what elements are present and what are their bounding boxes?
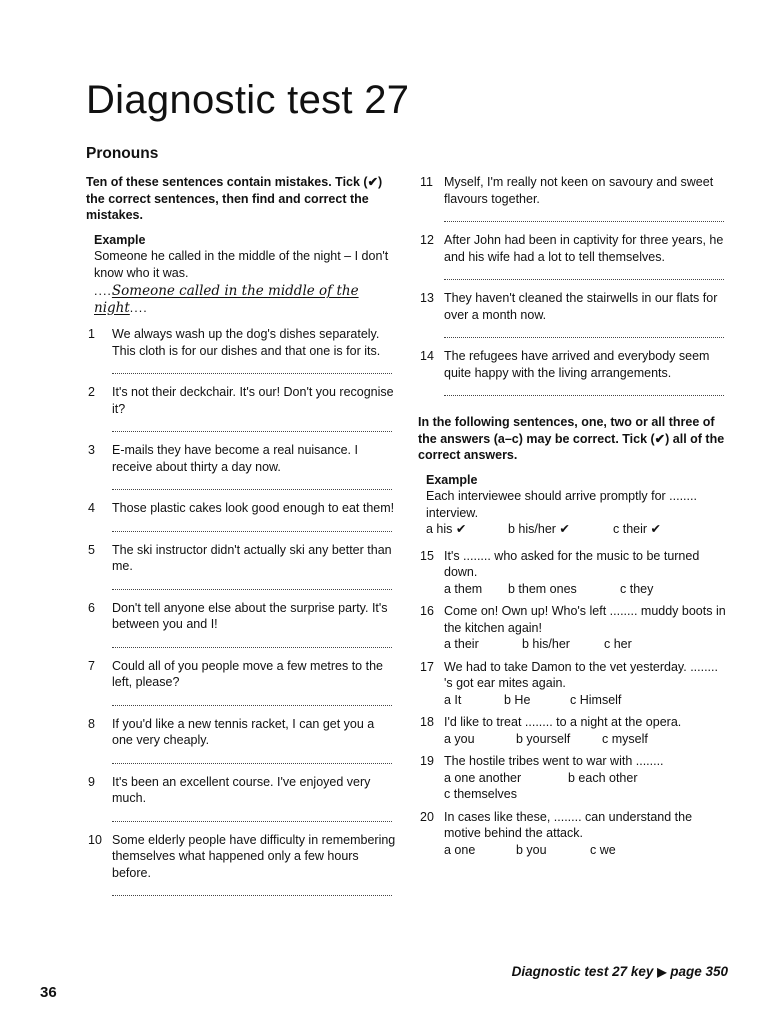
question-text: We had to take Damon to the vet yesterday. ........ 's got ear mites again.	[444, 659, 718, 690]
question-item	[86, 542, 396, 590]
example-text: Each interviewee should arrive promptly for ........ interview.	[426, 489, 697, 520]
question-item	[418, 290, 728, 338]
question-text: They haven't cleaned the stairwells in our flats for over a month now.	[444, 291, 718, 322]
question-number: 2	[88, 385, 95, 399]
option-b[interactable]: b each other	[568, 770, 638, 785]
arrow-right-icon: ▶	[657, 965, 667, 979]
question-number: 7	[88, 658, 95, 673]
part1-instruction: Ten of these sentences contain mistakes. Tick (✔) the correct sentences, then find and correct the mistakes.	[86, 175, 383, 222]
question-text: The refugees have arrived and everybody seem quite happy with the living arrangements.	[444, 349, 710, 380]
question-number: 15	[420, 548, 434, 563]
right-column	[418, 174, 728, 864]
question-text: The hostile tribes went to war with ........	[444, 754, 664, 768]
option-c[interactable]: c her	[604, 637, 632, 651]
answer-line[interactable]	[444, 209, 724, 222]
option-c[interactable]: c themselves	[444, 787, 517, 801]
question-number: 10	[88, 832, 102, 847]
answer-line[interactable]	[444, 325, 724, 338]
question-text: Those plastic cakes look good enough to eat them!	[112, 501, 395, 515]
question-item	[86, 442, 396, 490]
section-heading: Pronouns	[86, 145, 159, 162]
question-text: Don't tell anyone else about the surprise party. It's between you and I!	[112, 600, 388, 631]
question-item	[418, 174, 728, 222]
question-text: I'd like to treat ........ to a night at the opera.	[444, 715, 682, 729]
part2-instruction: In the following sentences, one, two or all three of the answers (a–c) may be correct. Tick (✔) all of the correct answers.	[418, 415, 725, 462]
example-label: Example	[94, 232, 146, 247]
question-item	[86, 774, 396, 822]
answer-key-reference	[512, 964, 728, 979]
answer-line[interactable]	[112, 361, 392, 374]
option-a[interactable]: a one another	[444, 770, 522, 785]
question-text: E-mails they have become a real nuisance. I receive about thirty a day now.	[112, 443, 358, 474]
question-item	[86, 500, 396, 532]
page-reference: page 350	[670, 964, 728, 979]
option-a[interactable]: a It	[444, 692, 462, 707]
question-text: Could all of you people move a few metres to the left, please?	[112, 658, 383, 689]
options-row	[444, 636, 728, 653]
question-item	[418, 659, 728, 709]
question-text: Come on! Own up! Who's left ........ muddy boots in the kitchen again!	[444, 604, 726, 635]
question-text: If you'd like a new tennis racket, I can get you a one very cheaply.	[112, 716, 375, 747]
example-label: Example	[426, 472, 478, 487]
option-b[interactable]: b He	[504, 692, 531, 707]
question-number: 12	[420, 233, 434, 247]
option: b his/her ✔	[508, 522, 570, 536]
question-item	[86, 600, 396, 648]
option-b[interactable]: b his/her	[522, 637, 570, 651]
question-text: The ski instructor didn't actually ski any better than me.	[112, 542, 392, 573]
example-answer-line: ....Someone called in the middle of the night....	[94, 283, 359, 316]
answer-line[interactable]	[112, 419, 392, 432]
answer-line[interactable]	[112, 883, 392, 896]
question-item	[86, 716, 396, 764]
question-text: Myself, I'm really not keen on savoury and sweet flavours together.	[444, 175, 714, 206]
question-item	[86, 658, 396, 706]
example-text: Someone he called in the middle of the night – I don't know who it was.	[94, 249, 389, 280]
question-text: In cases like these, ........ can understand the motive behind the attack.	[444, 809, 693, 840]
option-c[interactable]: c we	[590, 842, 616, 857]
example-options	[426, 521, 728, 538]
question-item	[86, 384, 396, 432]
key-text: Diagnostic test 27 key	[511, 964, 654, 979]
part1-example	[86, 232, 396, 317]
answer-line[interactable]	[112, 809, 392, 822]
question-number: 16	[420, 604, 434, 618]
answer-line[interactable]	[444, 383, 724, 396]
left-column	[86, 174, 396, 906]
answer-line[interactable]	[444, 267, 724, 280]
question-number: 1	[88, 327, 95, 341]
question-number: 9	[88, 774, 95, 789]
question-text: It's been an excellent course. I've enjoyed very much.	[112, 774, 371, 805]
options-row	[444, 842, 728, 859]
page-number: 36	[40, 984, 57, 1001]
option-b[interactable]: b you	[516, 842, 547, 857]
question-number: 20	[420, 809, 434, 824]
question-text: After John had been in captivity for three years, he and his wife had a lot to tell themselves.	[444, 233, 724, 264]
question-item	[418, 753, 728, 803]
question-item	[418, 603, 728, 653]
option-a[interactable]: a you	[444, 731, 475, 746]
question-number: 5	[88, 542, 95, 557]
option-c[interactable]: c myself	[602, 731, 648, 746]
question-number: 6	[88, 600, 95, 615]
question-item	[418, 809, 728, 859]
option-a[interactable]: a them	[444, 581, 483, 596]
options-row	[444, 786, 728, 803]
options-row	[444, 770, 728, 787]
page-title: Diagnostic test 27	[86, 78, 410, 122]
question-item	[86, 326, 396, 374]
options-row	[444, 581, 728, 598]
option: a his ✔	[426, 522, 467, 536]
option-a[interactable]: a their	[444, 637, 479, 651]
question-text: It's ........ who asked for the music to be turned down.	[444, 548, 700, 579]
answer-line[interactable]	[112, 519, 392, 532]
options-row	[444, 692, 728, 709]
question-number: 14	[420, 349, 434, 363]
question-number: 13	[420, 291, 434, 305]
question-text: It's not their deckchair. It's our! Don't you recognise it?	[112, 385, 394, 416]
question-text: We always wash up the dog's dishes separately. This cloth is for our dishes and that one is for its.	[112, 327, 381, 358]
option-b[interactable]: b yourself	[516, 731, 571, 746]
question-item	[418, 232, 728, 280]
answer-line[interactable]	[112, 635, 392, 648]
option-c[interactable]: c Himself	[570, 692, 622, 707]
question-item	[418, 348, 728, 396]
answer-line[interactable]	[112, 477, 392, 490]
option-c[interactable]: c they	[620, 581, 654, 596]
question-number: 4	[88, 501, 95, 515]
option-a[interactable]: a one	[444, 842, 476, 857]
options-row	[444, 731, 728, 748]
question-number: 18	[420, 715, 434, 729]
answer-line[interactable]	[112, 577, 392, 590]
question-item	[418, 714, 728, 747]
question-number: 11	[420, 175, 433, 189]
option: c their ✔	[613, 522, 661, 536]
question-number: 17	[420, 659, 434, 674]
answer-line[interactable]	[112, 693, 392, 706]
example-answer: Someone called in the middle of the night	[94, 283, 359, 316]
part2-example	[418, 472, 728, 538]
question-text: Some elderly people have difficulty in remembering themselves what happened only a few hours before.	[112, 832, 396, 880]
option-b[interactable]: b them ones	[508, 581, 577, 596]
answer-line[interactable]	[112, 751, 392, 764]
question-number: 8	[88, 716, 95, 731]
question-number: 3	[88, 443, 95, 457]
question-item	[418, 548, 728, 598]
question-number: 19	[420, 754, 434, 768]
question-item	[86, 832, 396, 897]
